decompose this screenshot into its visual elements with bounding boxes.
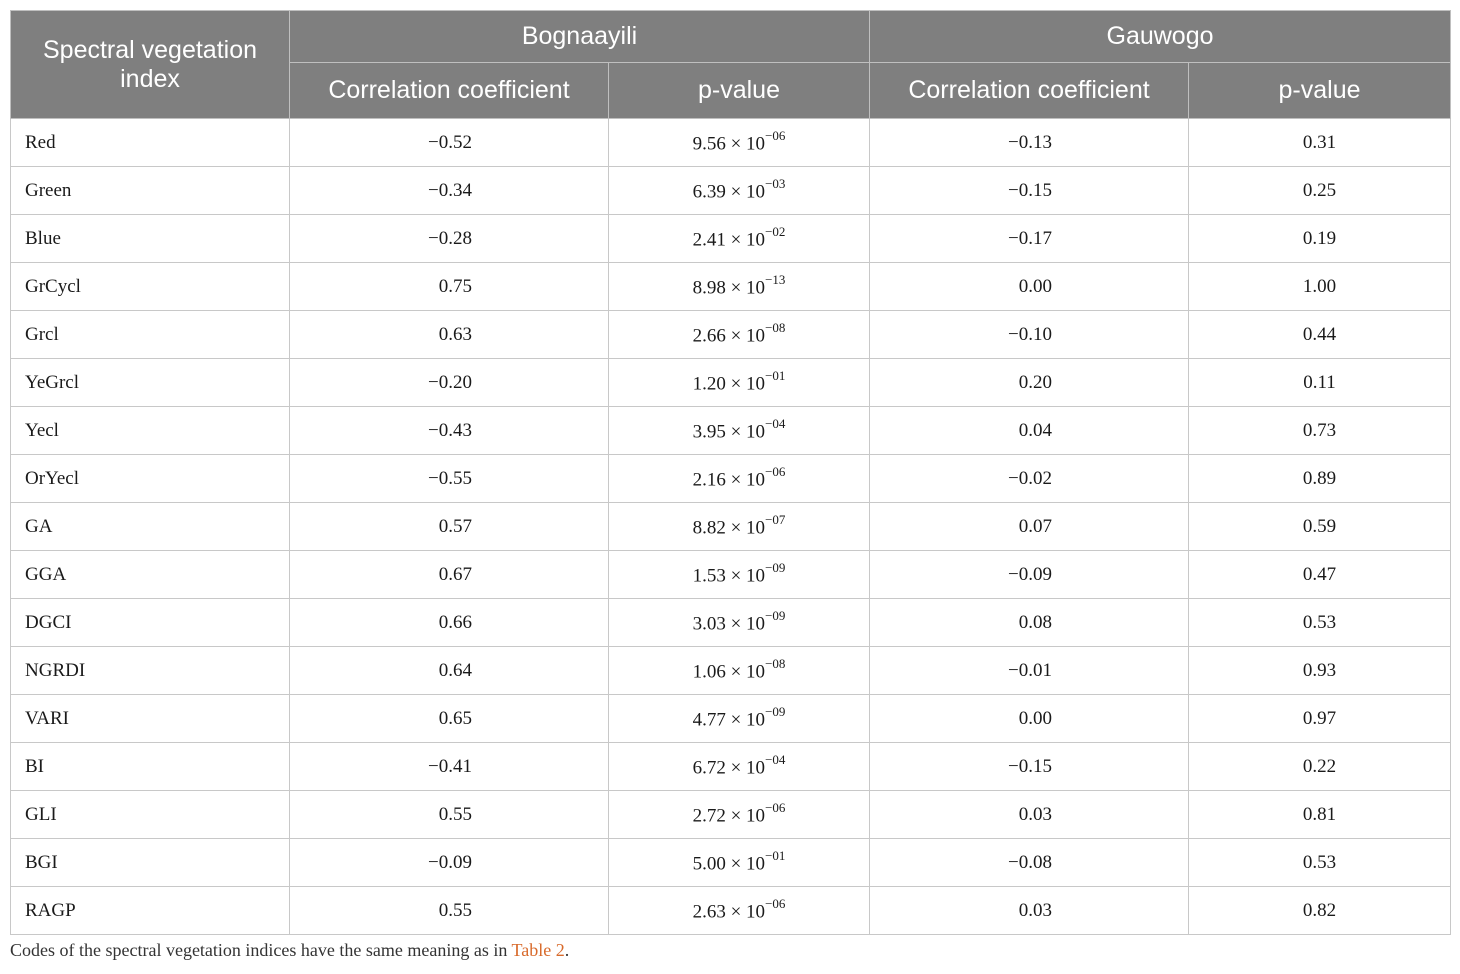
footnote-end: . [564, 940, 570, 960]
gauwogo-p-value-cell: 0.25 [1189, 167, 1451, 215]
gauwogo-p-value-cell: 0.53 [1189, 839, 1451, 887]
index-name-cell: GGA [11, 551, 290, 599]
table-body [11, 119, 1451, 935]
gauwogo-correlation-cell: −0.09 [870, 551, 1189, 599]
gauwogo-correlation-cell: 0.00 [870, 695, 1189, 743]
gauwogo-p-value-cell: 0.73 [1189, 407, 1451, 455]
gauwogo-p-value-cell: 0.82 [1189, 887, 1451, 935]
table-row [11, 887, 1451, 935]
header-group-gauwogo: Gauwogo [870, 11, 1451, 63]
index-name-cell: OrYecl [11, 455, 290, 503]
table-row [11, 839, 1451, 887]
bognaayili-correlation-cell: −0.55 [290, 455, 609, 503]
gauwogo-correlation-cell: −0.02 [870, 455, 1189, 503]
p-value-exponent: −06 [765, 463, 786, 479]
bognaayili-correlation-cell: 0.63 [290, 311, 609, 359]
index-name-cell: GA [11, 503, 290, 551]
p-value-exponent: −01 [765, 847, 786, 863]
gauwogo-p-value-cell: 0.44 [1189, 311, 1451, 359]
bognaayili-correlation-cell: −0.09 [290, 839, 609, 887]
table-header [11, 11, 1451, 119]
gauwogo-p-value-cell: 0.22 [1189, 743, 1451, 791]
p-value-exponent: −06 [765, 895, 786, 911]
bognaayili-p-value-cell [609, 215, 870, 263]
index-name-cell: BI [11, 743, 290, 791]
p-value-exponent: −02 [765, 223, 786, 239]
table-row [11, 119, 1451, 167]
bognaayili-p-value-cell [609, 887, 870, 935]
p-value-mantissa: 8.98 × 10 [692, 277, 766, 299]
p-value-mantissa: 2.66 × 10 [692, 325, 766, 347]
gauwogo-p-value-cell: 0.11 [1189, 359, 1451, 407]
table-row [11, 599, 1451, 647]
p-value-mantissa: 1.53 × 10 [692, 565, 766, 587]
bognaayili-p-value-cell [609, 743, 870, 791]
bognaayili-p-value-cell [609, 455, 870, 503]
gauwogo-correlation-cell: −0.01 [870, 647, 1189, 695]
gauwogo-p-value-cell: 0.97 [1189, 695, 1451, 743]
footnote-text: Codes of the spectral vegetation indices have the same meaning as in [10, 940, 512, 960]
table-row [11, 167, 1451, 215]
table-row [11, 503, 1451, 551]
p-value-mantissa: 1.06 × 10 [692, 661, 766, 683]
bognaayili-p-value-cell [609, 263, 870, 311]
index-name-cell: GrCycl [11, 263, 290, 311]
p-value-exponent: −09 [765, 607, 786, 623]
gauwogo-correlation-cell: 0.07 [870, 503, 1189, 551]
p-value-exponent: −06 [765, 799, 786, 815]
gauwogo-correlation-cell: −0.10 [870, 311, 1189, 359]
index-name-cell: Yecl [11, 407, 290, 455]
gauwogo-correlation-cell: −0.08 [870, 839, 1189, 887]
p-value-mantissa: 6.39 × 10 [692, 181, 766, 203]
bognaayili-correlation-cell: 0.55 [290, 791, 609, 839]
bognaayili-p-value-cell [609, 551, 870, 599]
p-value-mantissa: 3.03 × 10 [692, 613, 766, 635]
gauwogo-correlation-cell: −0.15 [870, 167, 1189, 215]
table-footnote [10, 940, 569, 961]
bognaayili-correlation-cell: −0.34 [290, 167, 609, 215]
gauwogo-correlation-cell: −0.13 [870, 119, 1189, 167]
bognaayili-correlation-cell: 0.57 [290, 503, 609, 551]
gauwogo-correlation-cell: 0.04 [870, 407, 1189, 455]
index-name-cell: BGI [11, 839, 290, 887]
bognaayili-correlation-cell: −0.52 [290, 119, 609, 167]
gauwogo-p-value-cell: 0.19 [1189, 215, 1451, 263]
bognaayili-correlation-cell: −0.28 [290, 215, 609, 263]
index-name-cell: VARI [11, 695, 290, 743]
gauwogo-p-value-cell: 0.93 [1189, 647, 1451, 695]
header-bognaayili-correlation: Correlation coefficient [290, 63, 609, 119]
results-table-container [10, 10, 1450, 935]
table-row [11, 359, 1451, 407]
table-row [11, 743, 1451, 791]
gauwogo-p-value-cell: 0.81 [1189, 791, 1451, 839]
index-name-cell: GLI [11, 791, 290, 839]
bognaayili-p-value-cell [609, 503, 870, 551]
bognaayili-correlation-cell: 0.67 [290, 551, 609, 599]
p-value-exponent: −04 [765, 415, 786, 431]
gauwogo-correlation-cell: 0.20 [870, 359, 1189, 407]
index-name-cell: Green [11, 167, 290, 215]
gauwogo-p-value-cell: 0.59 [1189, 503, 1451, 551]
gauwogo-correlation-cell: 0.00 [870, 263, 1189, 311]
header-group-bognaayili: Bognaayili [290, 11, 870, 63]
table-row [11, 215, 1451, 263]
index-name-cell: Grcl [11, 311, 290, 359]
bognaayili-p-value-cell [609, 599, 870, 647]
p-value-mantissa: 2.16 × 10 [692, 469, 766, 491]
gauwogo-p-value-cell: 0.89 [1189, 455, 1451, 503]
bognaayili-p-value-cell [609, 359, 870, 407]
table-row [11, 695, 1451, 743]
p-value-exponent: −03 [765, 175, 786, 191]
gauwogo-p-value-cell: 0.53 [1189, 599, 1451, 647]
p-value-exponent: −01 [765, 367, 786, 383]
table-2-link[interactable]: Table 2 [511, 940, 565, 960]
index-name-cell: DGCI [11, 599, 290, 647]
p-value-exponent: −08 [765, 319, 786, 335]
gauwogo-correlation-cell: −0.15 [870, 743, 1189, 791]
gauwogo-p-value-cell: 0.47 [1189, 551, 1451, 599]
bognaayili-p-value-cell [609, 647, 870, 695]
bognaayili-p-value-cell [609, 407, 870, 455]
p-value-exponent: −09 [765, 559, 786, 575]
p-value-mantissa: 4.77 × 10 [692, 709, 766, 731]
header-gauwogo-correlation: Correlation coefficient [870, 63, 1189, 119]
index-name-cell: YeGrcl [11, 359, 290, 407]
p-value-exponent: −06 [765, 127, 786, 143]
p-value-exponent: −08 [765, 655, 786, 671]
table-row [11, 791, 1451, 839]
p-value-exponent: −09 [765, 703, 786, 719]
bognaayili-correlation-cell: −0.41 [290, 743, 609, 791]
p-value-exponent: −07 [765, 511, 786, 527]
bognaayili-correlation-cell: 0.64 [290, 647, 609, 695]
index-name-cell: RAGP [11, 887, 290, 935]
table-row [11, 263, 1451, 311]
gauwogo-correlation-cell: −0.17 [870, 215, 1189, 263]
header-bognaayili-p-value: p-value [609, 63, 870, 119]
p-value-mantissa: 6.72 × 10 [692, 757, 766, 779]
bognaayili-correlation-cell: 0.75 [290, 263, 609, 311]
bognaayili-p-value-cell [609, 311, 870, 359]
bognaayili-correlation-cell: 0.55 [290, 887, 609, 935]
bognaayili-correlation-cell: 0.66 [290, 599, 609, 647]
table-row [11, 647, 1451, 695]
index-name-cell: Red [11, 119, 290, 167]
table-row [11, 455, 1451, 503]
bognaayili-correlation-cell: −0.43 [290, 407, 609, 455]
p-value-mantissa: 3.95 × 10 [692, 421, 766, 443]
gauwogo-correlation-cell: 0.03 [870, 887, 1189, 935]
table-row [11, 407, 1451, 455]
p-value-mantissa: 2.41 × 10 [692, 229, 766, 251]
p-value-exponent: −13 [765, 271, 786, 287]
p-value-mantissa: 2.72 × 10 [692, 805, 766, 827]
index-name-cell: NGRDI [11, 647, 290, 695]
gauwogo-p-value-cell: 0.31 [1189, 119, 1451, 167]
p-value-mantissa: 1.20 × 10 [692, 373, 766, 395]
correlation-table [10, 10, 1451, 935]
p-value-mantissa: 9.56 × 10 [692, 133, 766, 155]
p-value-mantissa: 2.63 × 10 [692, 901, 766, 923]
bognaayili-p-value-cell [609, 791, 870, 839]
gauwogo-correlation-cell: 0.08 [870, 599, 1189, 647]
bognaayili-correlation-cell: 0.65 [290, 695, 609, 743]
gauwogo-correlation-cell: 0.03 [870, 791, 1189, 839]
bognaayili-p-value-cell [609, 167, 870, 215]
bognaayili-p-value-cell [609, 119, 870, 167]
table-row [11, 311, 1451, 359]
table-row [11, 551, 1451, 599]
p-value-mantissa: 5.00 × 10 [692, 853, 766, 875]
gauwogo-p-value-cell: 1.00 [1189, 263, 1451, 311]
header-spectral-vegetation-index: Spectral vegetation index [11, 11, 290, 119]
header-gauwogo-p-value: p-value [1189, 63, 1451, 119]
bognaayili-p-value-cell [609, 695, 870, 743]
p-value-mantissa: 8.82 × 10 [692, 517, 766, 539]
bognaayili-p-value-cell [609, 839, 870, 887]
index-name-cell: Blue [11, 215, 290, 263]
bognaayili-correlation-cell: −0.20 [290, 359, 609, 407]
p-value-exponent: −04 [765, 751, 786, 767]
